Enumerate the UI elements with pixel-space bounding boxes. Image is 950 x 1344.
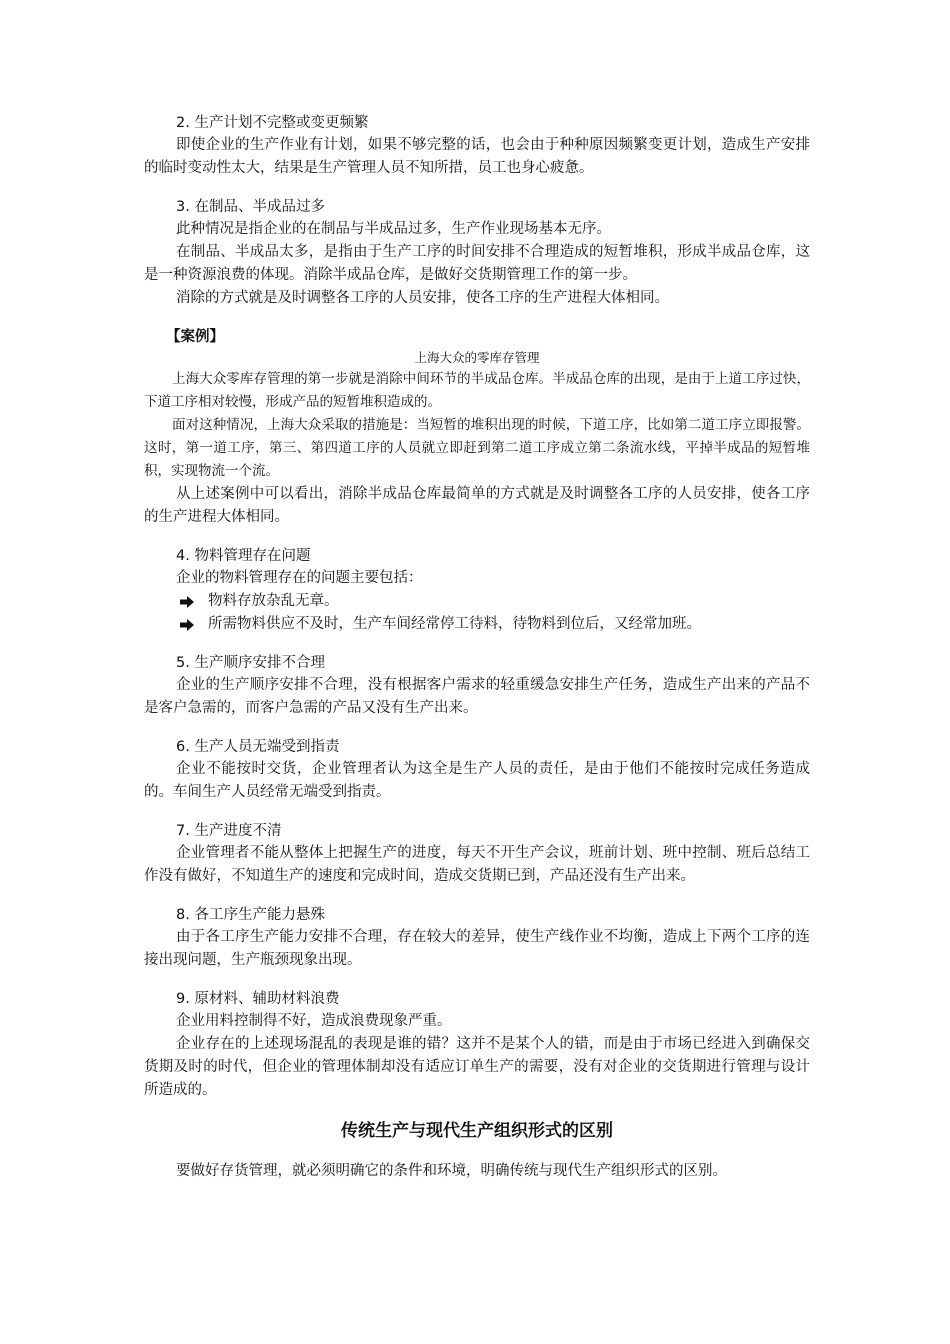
case-paragraph-2: 面对这种情况，上海大众采取的措施是：当短暂的堆积出现的时候，下道工序，比如第二道工序立即报警。这时，第一道工序，第三、第四道工序的人员就立即赶到第二道工序成立第二条流水线，平掉半成品的短暂堆积，实现物流一个流。 <box>144 417 810 479</box>
paragraph-section-3-3: 消除的方式就是及时调整各工序的人员安排，使各工序的生产进程大体相同。 <box>176 290 669 306</box>
paragraph-section-4-intro: 企业的物料管理存在的问题主要包括： <box>176 570 423 586</box>
paragraph-section-9-2: 企业存在的上述现场混乱的表现是谁的错？这并不是某个人的错，而是由于市场已经进入到确保交货期及时的时代，但企业的管理体制却没有适应订单生产的需要，没有对企业的交货期进行管理与设计所造成的。 <box>144 1036 810 1098</box>
list-item-text: 所需物料供应不及时，生产车间经常停工待料，待物料到位后，又经常加班。 <box>208 616 701 632</box>
paragraph-section-3-1: 此种情况是指企业的在制品与半成品过多，生产作业现场基本无序。 <box>176 221 611 237</box>
heading-section-7: 7. 生产进度不清 <box>176 823 282 839</box>
paragraph-section-2: 即使企业的生产作业有计划，如果不够完整的话，也会由于种种原因频繁变更计划，造成生产安排的临时变动性太大，结果是生产管理人员不知所措，员工也身心疲惫。 <box>144 137 810 176</box>
paragraph-section-8: 由于各工序生产能力安排不合理，存在较大的差异，使生产线作业不均衡，造成上下两个工序的连接出现问题，生产瓶颈现象出现。 <box>144 929 810 968</box>
right-arrow-icon <box>144 619 208 631</box>
document-page <box>144 112 810 1183</box>
heading-section-6: 6. 生产人员无端受到指责 <box>176 739 340 755</box>
list-item <box>144 590 810 613</box>
heading-section-8: 8. 各工序生产能力悬殊 <box>176 907 325 923</box>
heading-section-2: 2. 生产计划不完整或变更频繁 <box>176 115 369 131</box>
section-title: 传统生产与现代生产组织形式的区别 <box>341 1121 613 1141</box>
heading-section-3: 3. 在制品、半成品过多 <box>176 199 325 215</box>
paragraph-section-9-1: 企业用料控制得不好，造成浪费现象严重。 <box>176 1013 452 1029</box>
case-title: 上海大众的零库存管理 <box>414 350 540 365</box>
paragraph-section-6: 企业不能按时交货，企业管理者认为这全是生产人员的责任，是由于他们不能按时完成任务造成的。车间生产人员经常无端受到指责。 <box>144 761 810 800</box>
paragraph-section-7: 企业管理者不能从整体上把握生产的进度，每天不开生产会议，班前计划、班中控制、班后总结工作没有做好，不知道生产的速度和完成时间，造成交货期已到，产品还没有生产出来。 <box>144 845 810 884</box>
paragraph-final: 要做好存货管理，就必须明确它的条件和环境，明确传统与现代生产组织形式的区别。 <box>176 1163 727 1179</box>
case-conclusion: 从上述案例中可以看出，消除半成品仓库最简单的方式就是及时调整各工序的人员安排，使各工序的生产进程大体相同。 <box>144 486 810 525</box>
list-item <box>144 613 810 636</box>
case-paragraph-1: 上海大众零库存管理的第一步就是消除中间环节的半成品仓库。半成品仓库的出现，是由于上道工序过快，下道工序相对较慢，形成产品的短暂堆积造成的。 <box>144 371 810 410</box>
heading-section-4: 4. 物料管理存在问题 <box>176 548 311 564</box>
heading-section-5: 5. 生产顺序安排不合理 <box>176 655 325 671</box>
right-arrow-icon <box>144 596 208 608</box>
paragraph-section-5: 企业的生产顺序安排不合理，没有根据客户需求的轻重缓急安排生产任务，造成生产出来的产品不是客户急需的，而客户急需的产品又没有生产出来。 <box>144 677 810 716</box>
list-item-text: 物料存放杂乱无章。 <box>208 593 339 609</box>
paragraph-section-3-2: 在制品、半成品太多，是指由于生产工序的时间安排不合理造成的短暂堆积，形成半成品仓库，这是一种资源浪费的体现。消除半成品仓库，是做好交货期管理工作的第一步。 <box>144 244 810 283</box>
heading-section-9: 9. 原材料、辅助材料浪费 <box>176 991 340 1007</box>
case-label: 【案例】 <box>166 329 224 345</box>
